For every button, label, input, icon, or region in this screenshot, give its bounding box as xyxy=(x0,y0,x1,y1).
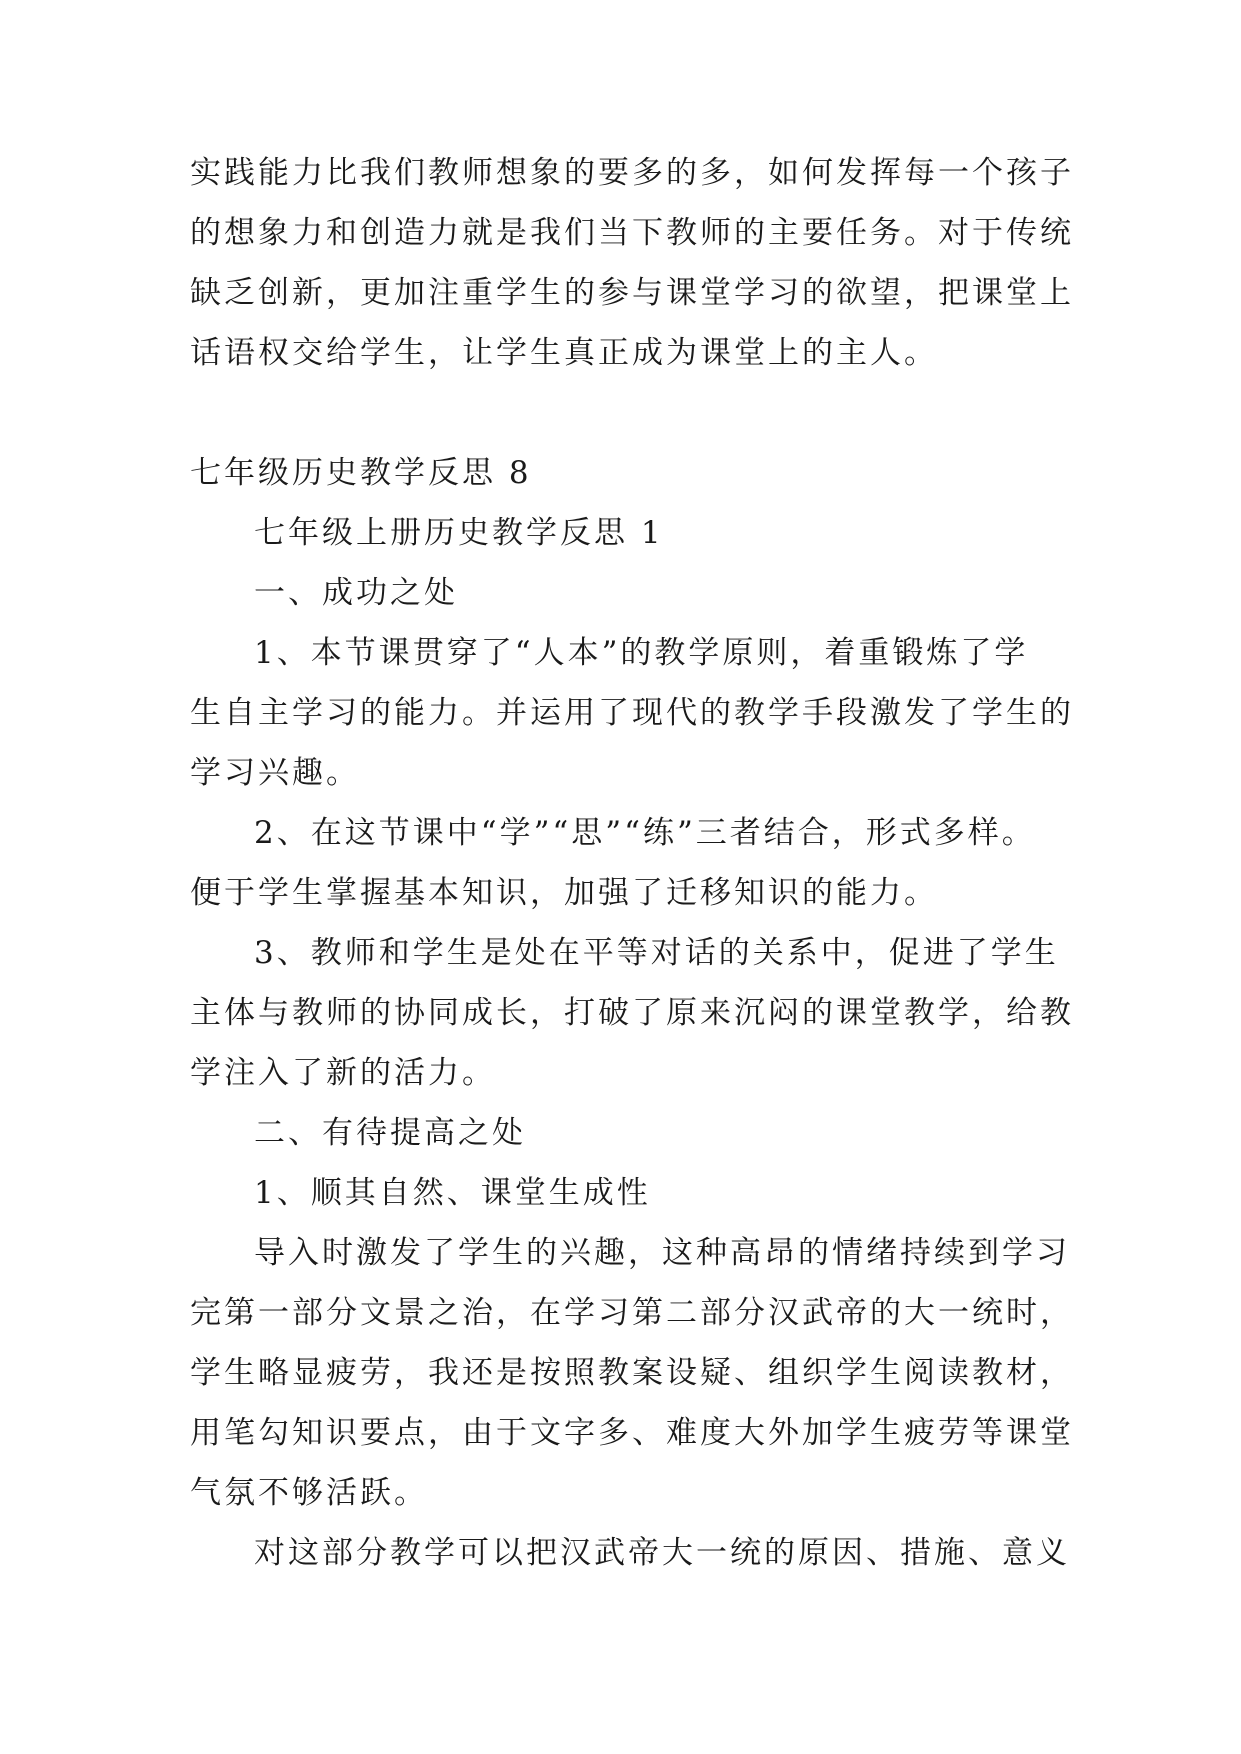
point3-line-2: 主体与教师的协同成长，打破了原来沉闷的课堂教学，给教 xyxy=(190,995,1074,1031)
part2-heading: 二、有待提高之处 xyxy=(254,1115,526,1151)
subtitle: 七年级上册历史教学反思 1 xyxy=(254,515,664,551)
point3-line-1: 3、教师和学生是处在平等对话的关系中，促进了学生 xyxy=(254,935,1059,971)
para-line-4: 用笔勾知识要点，由于文字多、难度大外加学生疲劳等课堂 xyxy=(190,1415,1074,1451)
para-line-1: 导入时激发了学生的兴趣，这种高昂的情绪持续到学习 xyxy=(254,1235,1070,1271)
section-title: 七年级历史教学反思 8 xyxy=(190,455,532,491)
point2-line-1: 2、在这节课中“学”“思”“练”三者结合，形式多样。 xyxy=(254,815,1036,851)
point1-line-3: 学习兴趣。 xyxy=(190,755,360,791)
point1-line-2: 生自主学习的能力。并运用了现代的教学手段激发了学生的 xyxy=(190,695,1074,731)
part1-heading: 一、成功之处 xyxy=(254,575,458,611)
point1-line-1: 1、本节课贯穿了“人本”的教学原则，着重锻炼了学 xyxy=(254,635,1029,671)
para-line-5: 气氛不够活跃。 xyxy=(190,1475,428,1511)
intro-line-2: 的想象力和创造力就是我们当下教师的主要任务。对于传统 xyxy=(190,215,1074,251)
para-line-3: 学生略显疲劳，我还是按照教案设疑、组织学生阅读教材， xyxy=(190,1355,1074,1391)
intro-line-3: 缺乏创新，更加注重学生的参与课堂学习的欲望，把课堂上 xyxy=(190,275,1074,311)
sub1-heading: 1、顺其自然、课堂生成性 xyxy=(254,1175,651,1211)
point3-line-3: 学注入了新的活力。 xyxy=(190,1055,496,1091)
intro-line-4: 话语权交给学生，让学生真正成为课堂上的主人。 xyxy=(190,335,938,371)
last-line: 对这部分教学可以把汉武帝大一统的原因、措施、意义 xyxy=(254,1535,1070,1571)
intro-line-1: 实践能力比我们教师想象的要多的多，如何发挥每一个孩子 xyxy=(190,155,1074,191)
para-line-2: 完第一部分文景之治，在学习第二部分汉武帝的大一统时， xyxy=(190,1295,1074,1331)
point2-line-2: 便于学生掌握基本知识，加强了迁移知识的能力。 xyxy=(190,875,938,911)
